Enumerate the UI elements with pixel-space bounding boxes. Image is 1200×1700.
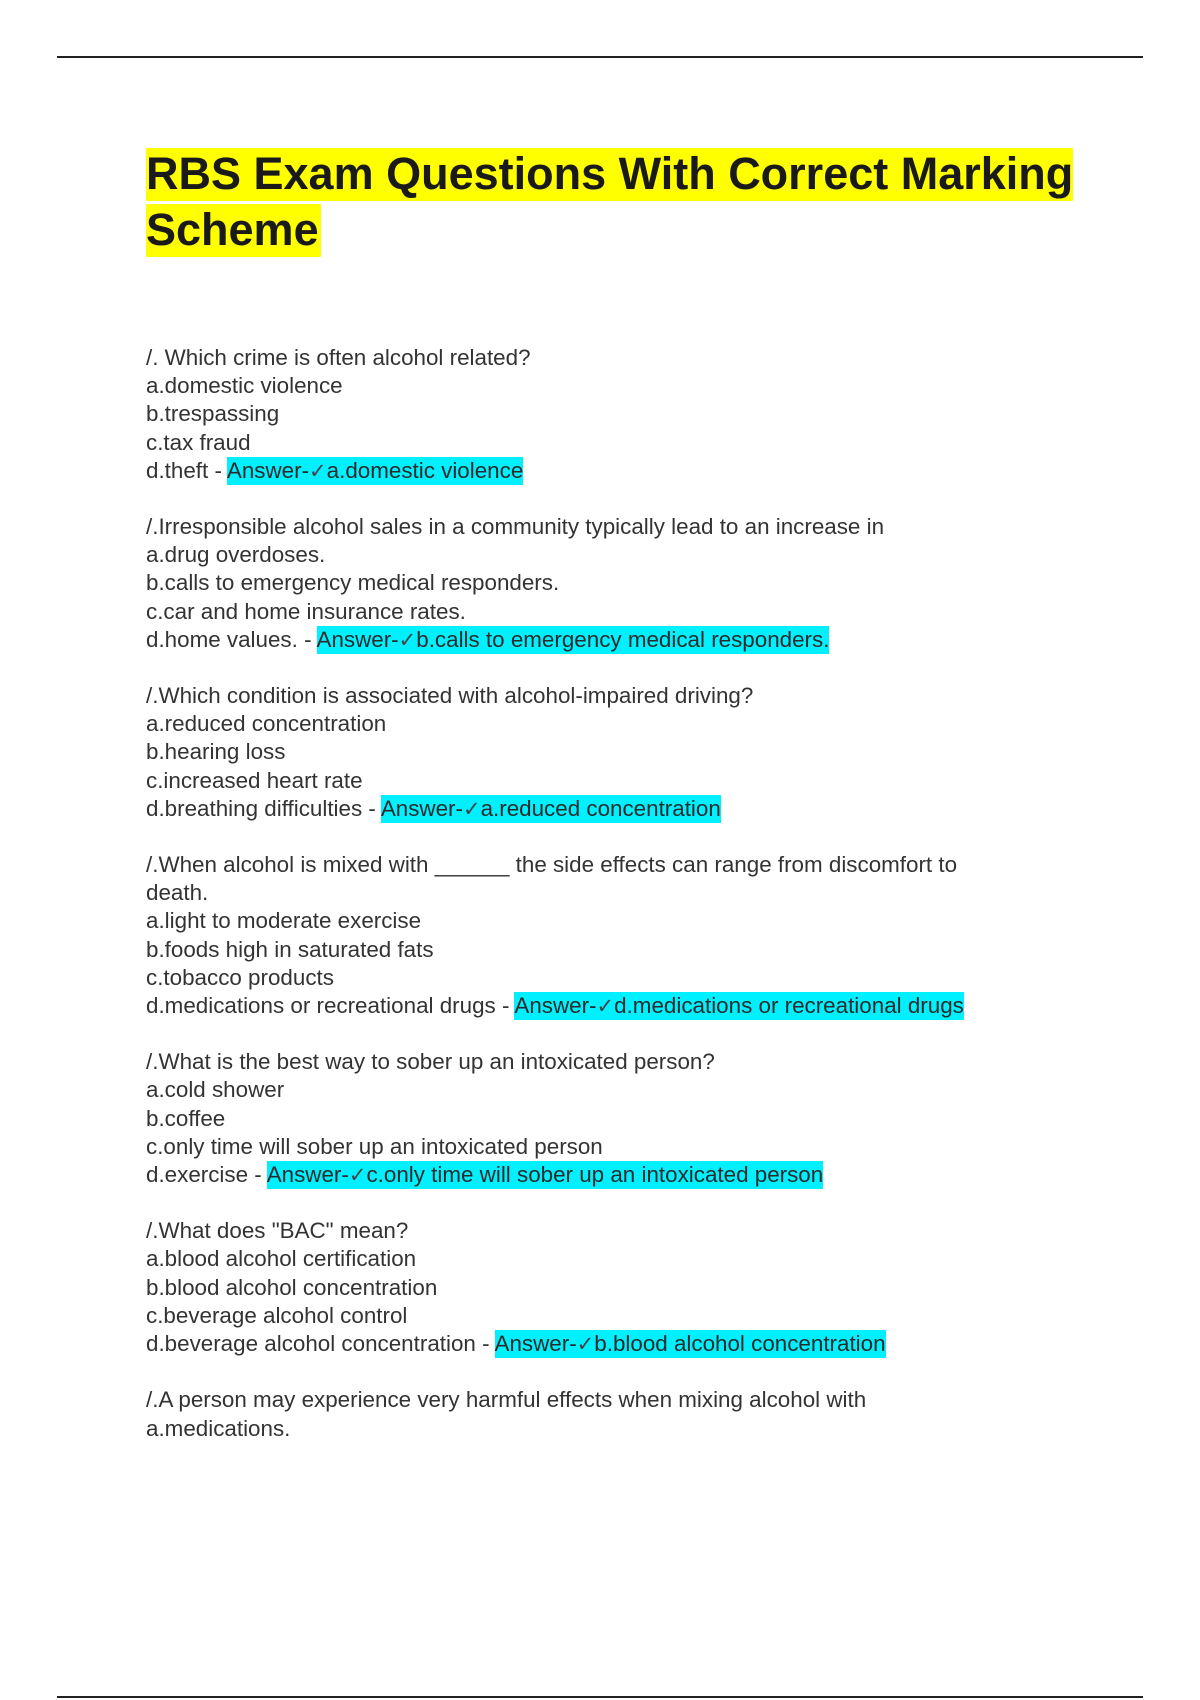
answer-option: a.reduced concentration — [146, 711, 387, 737]
answer-option: a.domestic violence — [146, 373, 343, 399]
correct-answer-text: a.domestic violence — [326, 457, 524, 483]
question-text: /.What is the best way to sober up an intoxicated person? — [146, 1049, 715, 1075]
answer-option: c.car and home insurance rates. — [146, 598, 466, 624]
question-text: /.Which condition is associated with alcohol-impaired driving? — [146, 683, 754, 709]
answer-option: b.foods high in saturated fats — [146, 936, 434, 962]
correct-answer-text: b.blood alcohol concentration — [594, 1331, 886, 1357]
answer-option: a.blood alcohol certification — [146, 1246, 417, 1272]
answer-option: d.beverage alcohol concentration - — [146, 1331, 495, 1357]
question-text: /.What does "BAC" mean? — [146, 1218, 409, 1244]
answer-option: d.medications or recreational drugs - — [146, 993, 515, 1019]
question-text: /.A person may experience very harmful effects when mixing alcohol with — [146, 1387, 867, 1413]
correct-answer-text: b.calls to emergency medical responders. — [416, 626, 830, 652]
answer-prefix: Answer- — [316, 626, 399, 652]
answer-option: d.exercise - — [146, 1162, 267, 1188]
question-block — [146, 344, 1076, 486]
checkmark-icon: ✓ — [462, 797, 481, 821]
answer-option-with-key — [146, 457, 1076, 486]
correct-answer-highlight — [227, 457, 523, 485]
answer-option: b.trespassing — [146, 401, 280, 427]
answer-prefix: Answer- — [380, 795, 463, 821]
question-block — [146, 1217, 1076, 1359]
question-text: /. Which crime is often alcohol related? — [146, 345, 531, 370]
correct-answer-highlight — [381, 795, 721, 823]
question-block — [146, 1048, 1076, 1190]
question-text: /.Irresponsible alcohol sales in a community typically lead to an increase in — [146, 514, 885, 540]
answer-option: b.coffee — [146, 1105, 226, 1131]
answer-option-with-key — [146, 992, 1076, 1021]
checkmark-icon: ✓ — [596, 995, 615, 1019]
correct-answer-highlight — [514, 992, 963, 1020]
answer-option: b.calls to emergency medical responders. — [146, 570, 560, 596]
answer-option: b.hearing loss — [146, 739, 286, 765]
question-text: /.When alcohol is mixed with ______ the side effects can range from discomfort to — [146, 852, 958, 878]
answer-option: a.medications. — [146, 1415, 291, 1441]
correct-answer-text: c.only time will sober up an intoxicated person — [366, 1162, 824, 1188]
checkmark-icon: ✓ — [348, 1164, 367, 1188]
answer-option: c.tobacco products — [146, 964, 334, 990]
question-block — [146, 851, 1076, 1021]
correct-answer-text: a.reduced concentration — [480, 795, 721, 821]
question-block — [146, 682, 1076, 824]
checkmark-icon: ✓ — [309, 459, 327, 483]
question-block — [146, 1386, 1076, 1442]
answer-option: d.home values. - — [146, 626, 317, 652]
answer-option: c.only time will sober up an intoxicated person — [146, 1133, 603, 1159]
answer-prefix: Answer- — [266, 1162, 349, 1188]
answer-option-with-key — [146, 626, 1076, 655]
title-spacer — [146, 258, 1076, 344]
correct-answer-text: d.medications or recreational drugs — [614, 993, 964, 1019]
bottom-rule — [57, 1696, 1143, 1698]
answer-option: a.drug overdoses. — [146, 542, 326, 568]
question-list — [146, 344, 1076, 1443]
checkmark-icon: ✓ — [576, 1333, 595, 1357]
correct-answer-highlight — [495, 1330, 886, 1358]
answer-option: death. — [146, 880, 209, 906]
answer-option-with-key — [146, 1330, 1076, 1359]
answer-option-with-key — [146, 1161, 1076, 1190]
answer-option: c.tax fraud — [146, 429, 251, 455]
correct-answer-highlight — [267, 1161, 824, 1189]
answer-option: a.light to moderate exercise — [146, 908, 422, 934]
answer-prefix: Answer- — [226, 457, 310, 483]
answer-prefix: Answer- — [494, 1331, 577, 1357]
top-rule — [57, 56, 1143, 58]
title-highlight: RBS Exam Questions With Correct Marking Scheme — [146, 148, 1074, 255]
answer-option-with-key — [146, 795, 1076, 824]
answer-option: d.theft - — [146, 457, 227, 483]
answer-option: d.breathing difficulties - — [146, 795, 381, 821]
question-block — [146, 513, 1076, 655]
answer-option: c.increased heart rate — [146, 767, 363, 793]
answer-option: a.cold shower — [146, 1077, 285, 1103]
correct-answer-highlight — [317, 626, 830, 654]
document-title — [146, 146, 1076, 258]
checkmark-icon: ✓ — [398, 628, 417, 652]
document-body — [146, 146, 1076, 1470]
answer-option: b.blood alcohol concentration — [146, 1274, 438, 1300]
answer-prefix: Answer- — [514, 993, 597, 1019]
answer-option: c.beverage alcohol control — [146, 1302, 408, 1328]
